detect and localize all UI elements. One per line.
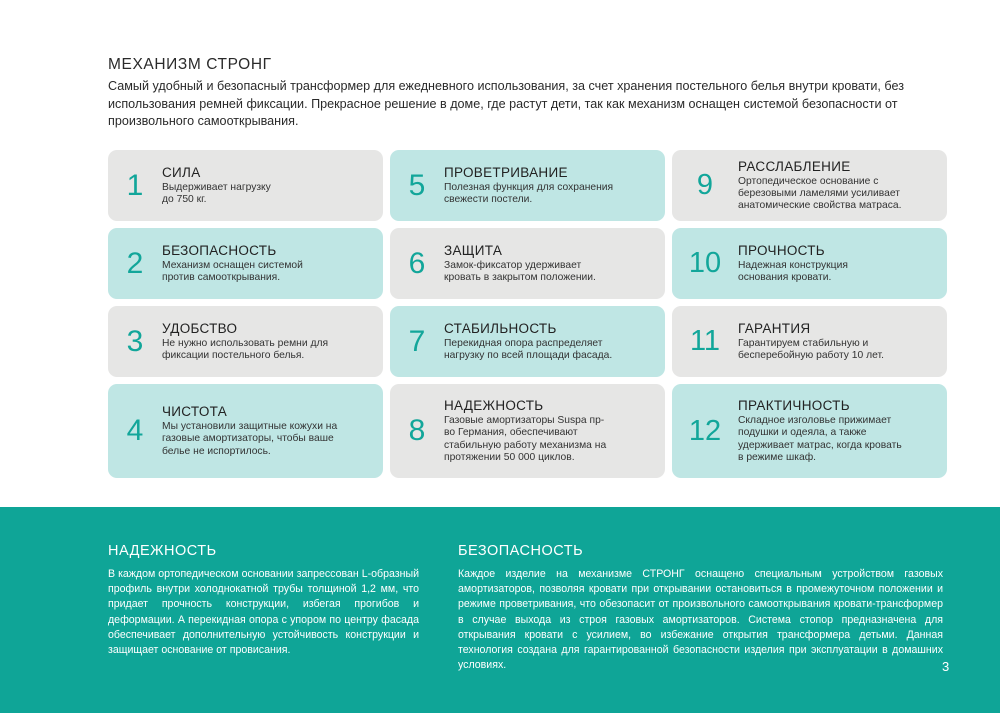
feature-text: Замок-фиксатор удерживает кровать в закрытом положении.	[444, 259, 596, 283]
reliability-section	[108, 543, 419, 658]
feature-card-convenience	[108, 306, 383, 377]
feature-title: УДОБСТВО	[162, 320, 238, 336]
feature-card-cleanliness	[108, 384, 383, 478]
feature-text: Выдерживает нагрузку до 750 кг.	[162, 181, 271, 205]
section-text: В каждом ортопедическом основании запрессован L-образный профиль внутри холоднокатной трубы толщиной 1,2 мм, что придает прочность конструкции, избегая прогибов и деформации. А перекидная опора с упором по центру фасада обеспечивает дополнительную устойчивость конструкции и защищает основание от провисания.	[108, 568, 419, 657]
feature-card-strength	[108, 150, 383, 221]
feature-card-safety	[108, 228, 383, 299]
feature-number: 4	[126, 414, 144, 447]
feature-card-stability	[390, 306, 665, 377]
safety-section	[458, 543, 943, 673]
feature-number: 2	[126, 246, 144, 280]
feature-title: ГАРАНТИЯ	[738, 320, 811, 336]
feature-text: Механизм оснащен системой против самооткрывания.	[162, 259, 303, 283]
feature-number: 10	[688, 247, 722, 279]
feature-title: ПРОВЕТРИВАНИЕ	[444, 164, 568, 180]
feature-number: 7	[408, 324, 426, 358]
feature-title: ЗАЩИТА	[444, 242, 503, 258]
feature-number: 6	[408, 246, 426, 280]
feature-number: 8	[408, 414, 426, 447]
feature-card-relaxation	[672, 150, 947, 221]
section-title: БЕЗОПАСНОСТЬ	[458, 543, 584, 559]
feature-card-durability	[672, 228, 947, 299]
feature-title: РАССЛАБЛЕНИЕ	[738, 158, 851, 174]
feature-card-reliability	[390, 384, 665, 478]
feature-number: 3	[126, 324, 144, 358]
feature-card-warranty	[672, 306, 947, 377]
intro-paragraph: Самый удобный и безопасный трансформер для ежедневного использования, за счет хранения постельного белья внутри кровати, без использования ремней фиксации. Прекрасное решение в доме, где растут дети, так как механизм оснащен системой безопасности от произвольного самооткрывания.	[108, 79, 904, 128]
feature-text: Не нужно использовать ремни для фиксации постельного белья.	[162, 337, 329, 361]
feature-text: Полезная функция для сохранения свежести постели.	[444, 181, 614, 205]
feature-text: Ортопедическое основание с березовыми ламелями усиливает анатомические свойства матраса.	[738, 175, 902, 212]
feature-text: Мы установили защитные кожухи на газовые амортизаторы, чтобы ваше белье не испортилось.	[162, 421, 338, 457]
feature-card-ventilation	[390, 150, 665, 221]
page-title: МЕХАНИЗМ СТРОНГ	[108, 56, 272, 73]
feature-title: СТАБИЛЬНОСТЬ	[444, 320, 557, 336]
feature-card-protection	[390, 228, 665, 299]
feature-title: СИЛА	[162, 164, 201, 180]
feature-number: 5	[408, 168, 426, 202]
section-title: НАДЕЖНОСТЬ	[108, 543, 217, 559]
page-number: 3	[942, 659, 950, 674]
feature-title: НАДЕЖНОСТЬ	[444, 397, 544, 413]
feature-number: 1	[126, 168, 144, 202]
section-text: Каждое изделие на механизме СТРОНГ оснащено специальным устройством газовых амортизаторов, позволяя кровати при открывании остановиться в промежуточном положении и режиме проветривания, что обезопасит от произвольного самооткрывания кровати-трансформер в случае выхода из строя газовых амортизаторов. Система стопор предназначена для открывания кровати с усилием, во избежание открытия трансформера детьми. Данная технология создана для гарантированной безопасности изделия при эксплуатации в домашних условиях.	[458, 568, 943, 672]
feature-card-practicality	[672, 384, 947, 478]
feature-title: ПРОЧНОСТЬ	[738, 242, 825, 258]
feature-title: ЧИСТОТА	[162, 404, 228, 420]
feature-text: Гарантируем стабильную и бесперебойную работу 10 лет.	[738, 337, 884, 361]
feature-text: Перекидная опора распределяет нагрузку по всей площади фасада.	[444, 337, 613, 361]
feature-text: Складное изголовье прижимает подушки и одеяла, а также удерживает матрас, когда кровать в режиме шкаф.	[738, 414, 902, 463]
feature-grid	[108, 150, 947, 478]
feature-number: 11	[689, 325, 721, 357]
feature-number: 9	[696, 169, 714, 201]
feature-text: Газовые амортизаторы Suspa пр-во Германия, обеспечивают стабильную работу механизма на протяжении 50 000 циклов.	[444, 414, 607, 463]
feature-title: БЕЗОПАСНОСТЬ	[162, 242, 277, 258]
feature-text: Надежная конструкция основания кровати.	[738, 259, 848, 283]
feature-title: ПРАКТИЧНОСТЬ	[738, 397, 850, 413]
feature-number: 12	[688, 414, 722, 447]
